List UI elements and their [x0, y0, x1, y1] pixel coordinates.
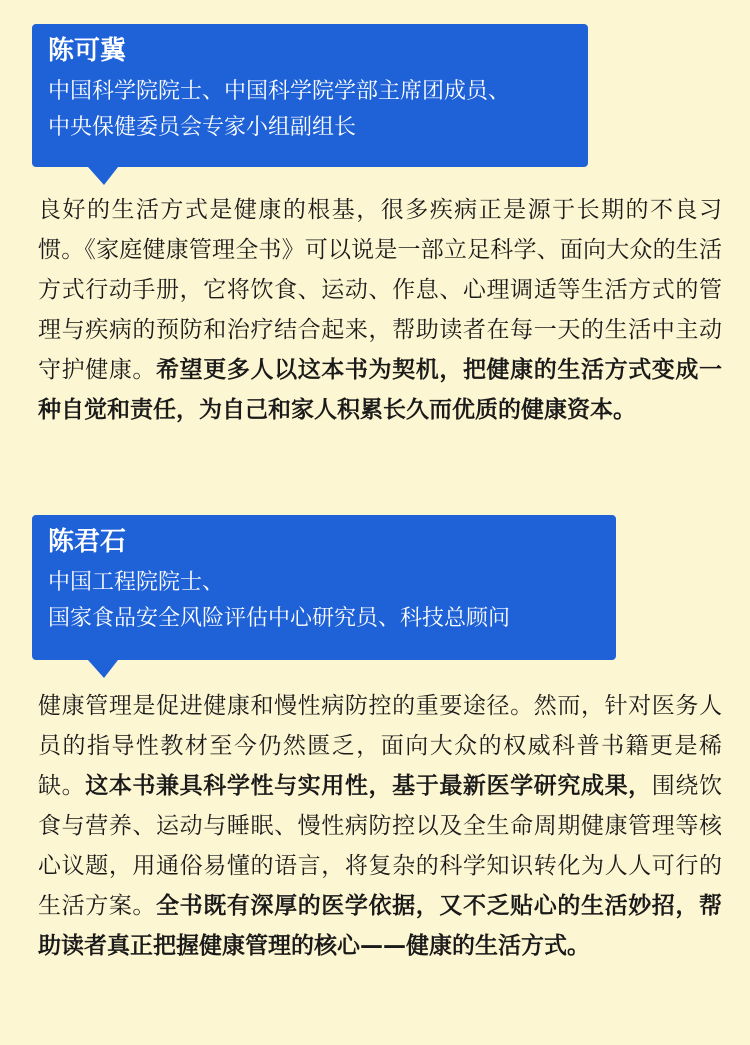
endorsement-text-bold: 希望更多人以这本书为契机，把健康的生活方式变成一种自觉和责任，为自己和家人积累长久而优质的健康资本。 [38, 357, 723, 423]
endorser-name: 陈君石 [48, 527, 127, 557]
endorsement-text-bold: 全书既有深厚的医学依据，又不乏贴心的生活妙招，帮助读者真正把握健康管理的核心——健康的生活方式。 [38, 893, 723, 959]
endorsement-text-normal: 围绕饮食与营养、运动与睡眠、慢性病防控以及全生命周期健康管理等核心议题，用通俗易懂的语言，将复杂的科学知识转化为人人可行的生活方案。 [38, 773, 723, 919]
endorser-name: 陈可冀 [48, 36, 127, 66]
endorsement-text-normal: 良好的生活方式是健康的根基，很多疾病正是源于长期的不良习惯。《家庭健康管理全书》可以说是一部立足科学、面向大众的生活方式行动手册，它将饮食、运动、作息、心理调适等生活方式的管理与疾病的预防和治疗结合起来，帮助读者在每一天的生活中主动守护健康。 [38, 197, 722, 383]
endorsement-text-normal: 健康管理是促进健康和慢性病防控的重要途径。然而，针对医务人员的指导性教材至今仍然匮乏，面向大众的权威科普书籍更是稀缺。 [38, 693, 722, 799]
endorser-title-line: 中国工程院院士、 [48, 570, 225, 595]
endorser-title-line: 中国科学院院士、中国科学院学部主席团成员、 [48, 79, 511, 104]
endorsement-text [38, 190, 722, 430]
endorsement-text [38, 686, 722, 966]
endorsement-text-bold: 这本书兼具科学性与实用性，基于最新医学研究成果， [85, 773, 652, 799]
endorser-card-chen-keji [32, 24, 588, 167]
endorser-title-line: 中央保健委员会专家小组副组长 [48, 115, 357, 140]
endorser-card-chen-junshi [32, 515, 616, 660]
endorser-title-line: 国家食品安全风险评估中心研究员、科技总顾问 [48, 606, 511, 631]
